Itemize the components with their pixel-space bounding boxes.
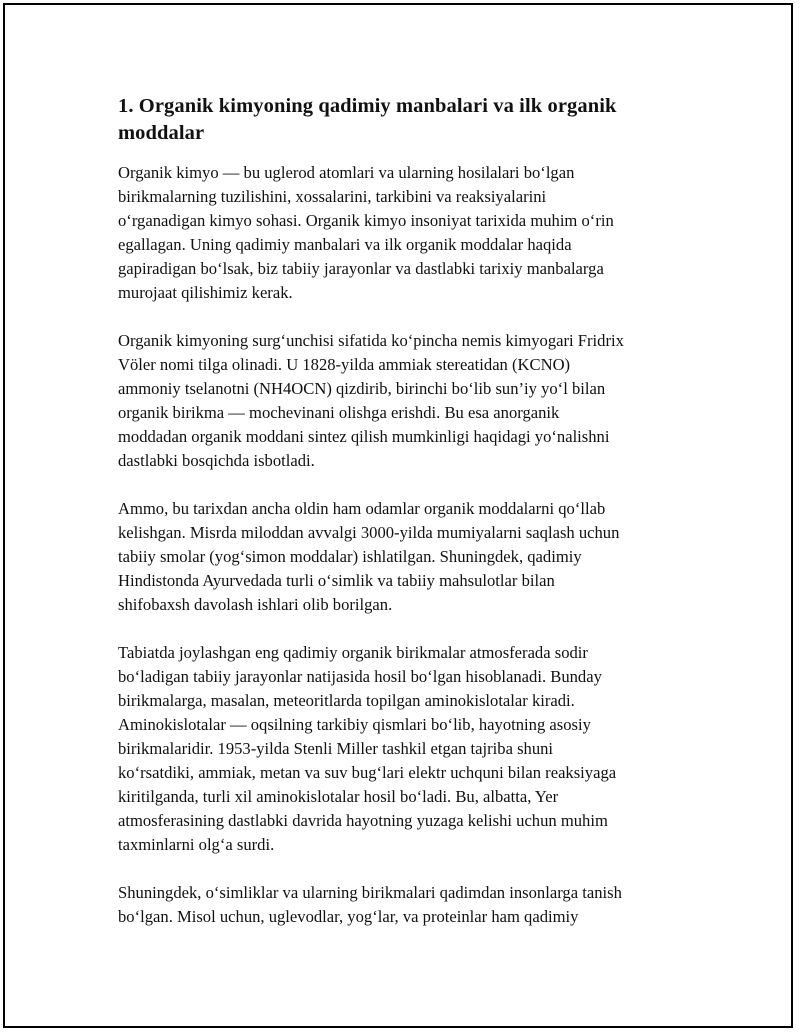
paragraph-2 [118, 329, 688, 473]
text-line: dastlabki bosqichda isbotladi. [118, 451, 315, 470]
section-heading [118, 93, 688, 147]
text-line: Völer nomi tilga olinadi. U 1828-yilda ammiak stereatidan (KCNO) [118, 355, 571, 374]
paragraph-5 [118, 881, 688, 929]
text-line: kelishgan. Misrda miloddan avvalgi 3000-yilda mumiyalarni saqlash uchun [118, 523, 620, 542]
heading-line: moddalar [118, 122, 205, 144]
text-line: organik birikma — mochevinani olishga erishdi. Bu esa anorganik [118, 403, 560, 422]
text-line: Shuningdek, o‘simliklar va ularning birikmalari qadimdan insonlarga tanish [118, 883, 622, 902]
text-line: kiritilganda, turli xil aminokislotalar hosil bo‘ladi. Bu, albatta, Yer [118, 787, 559, 806]
text-line: ko‘rsatdiki, ammiak, metan va suv bug‘lari elektr uchquni bilan reaksiyaga [118, 763, 617, 782]
paragraph-4 [118, 641, 688, 857]
text-line: bo‘ladigan tabiiy jarayonlar natijasida hosil bo‘lgan hisoblanadi. Bunday [118, 667, 602, 686]
text-line: o‘rganadigan kimyo sohasi. Organik kimyo insoniyat tarixida muhim o‘rin [118, 211, 614, 230]
text-line: atmosferasining dastlabki davrida hayotning yuzaga kelishi uchun muhim [118, 811, 608, 830]
text-line: birikmalarning tuzilishini, xossalarini, tarkibini va reaksiyalarini [118, 187, 547, 206]
text-line: ammoniy tselanotni (NH4OCN) qizdirib, birinchi bo‘lib sun’iy yo‘l bilan [118, 379, 606, 398]
text-line: shifobaxsh davolash ishlari olib borilgan. [118, 595, 393, 614]
text-line: birikmalaridir. 1953-yilda Stenli Miller tashkil etgan tajriba shuni [118, 739, 554, 758]
text-line: moddadan organik moddani sintez qilish mumkinligi haqidagi yo‘nalishni [118, 427, 610, 446]
paragraph-3 [118, 497, 688, 617]
text-line: birikmalarga, masalan, meteoritlarda topilgan aminokislotalar kiradi. [118, 691, 575, 710]
paragraph-1 [118, 161, 688, 305]
text-line: Organik kimyo — bu uglerod atomlari va ularning hosilalari bo‘lgan [118, 163, 575, 182]
text-line: Hindistonda Ayurvedada turli o‘simlik va tabiiy mahsulotlar bilan [118, 571, 555, 590]
text-line: Aminokislotalar — oqsilning tarkibiy qismlari bo‘lib, hayotning asosiy [118, 715, 591, 734]
text-line: Tabiatda joylashgan eng qadimiy organik birikmalar atmosferada sodir [118, 643, 588, 662]
text-line: tabiiy smolar (yog‘simon moddalar) ishlatilgan. Shuningdek, qadimiy [118, 547, 582, 566]
heading-line: 1. Organik kimyoning qadimiy manbalari va ilk organik [118, 95, 617, 117]
text-line: taxminlarni olg‘a surdi. [118, 835, 275, 854]
text-line: gapiradigan bo‘lsak, biz tabiiy jarayonlar va dastlabki tarixiy manbalarga [118, 259, 604, 278]
text-line: Organik kimyoning surg‘unchisi sifatida ko‘pincha nemis kimyogari Fridrix [118, 331, 624, 350]
text-line: egallagan. Uning qadimiy manbalari va ilk organik moddalar haqida [118, 235, 572, 254]
document-body [118, 93, 688, 953]
text-line: murojaat qilishimiz kerak. [118, 283, 293, 302]
text-line: bo‘lgan. Misol uchun, uglevodlar, yog‘lar, va proteinlar ham qadimiy [118, 907, 579, 926]
text-line: Ammo, bu tarixdan ancha oldin ham odamlar organik moddalarni qo‘llab [118, 499, 606, 518]
